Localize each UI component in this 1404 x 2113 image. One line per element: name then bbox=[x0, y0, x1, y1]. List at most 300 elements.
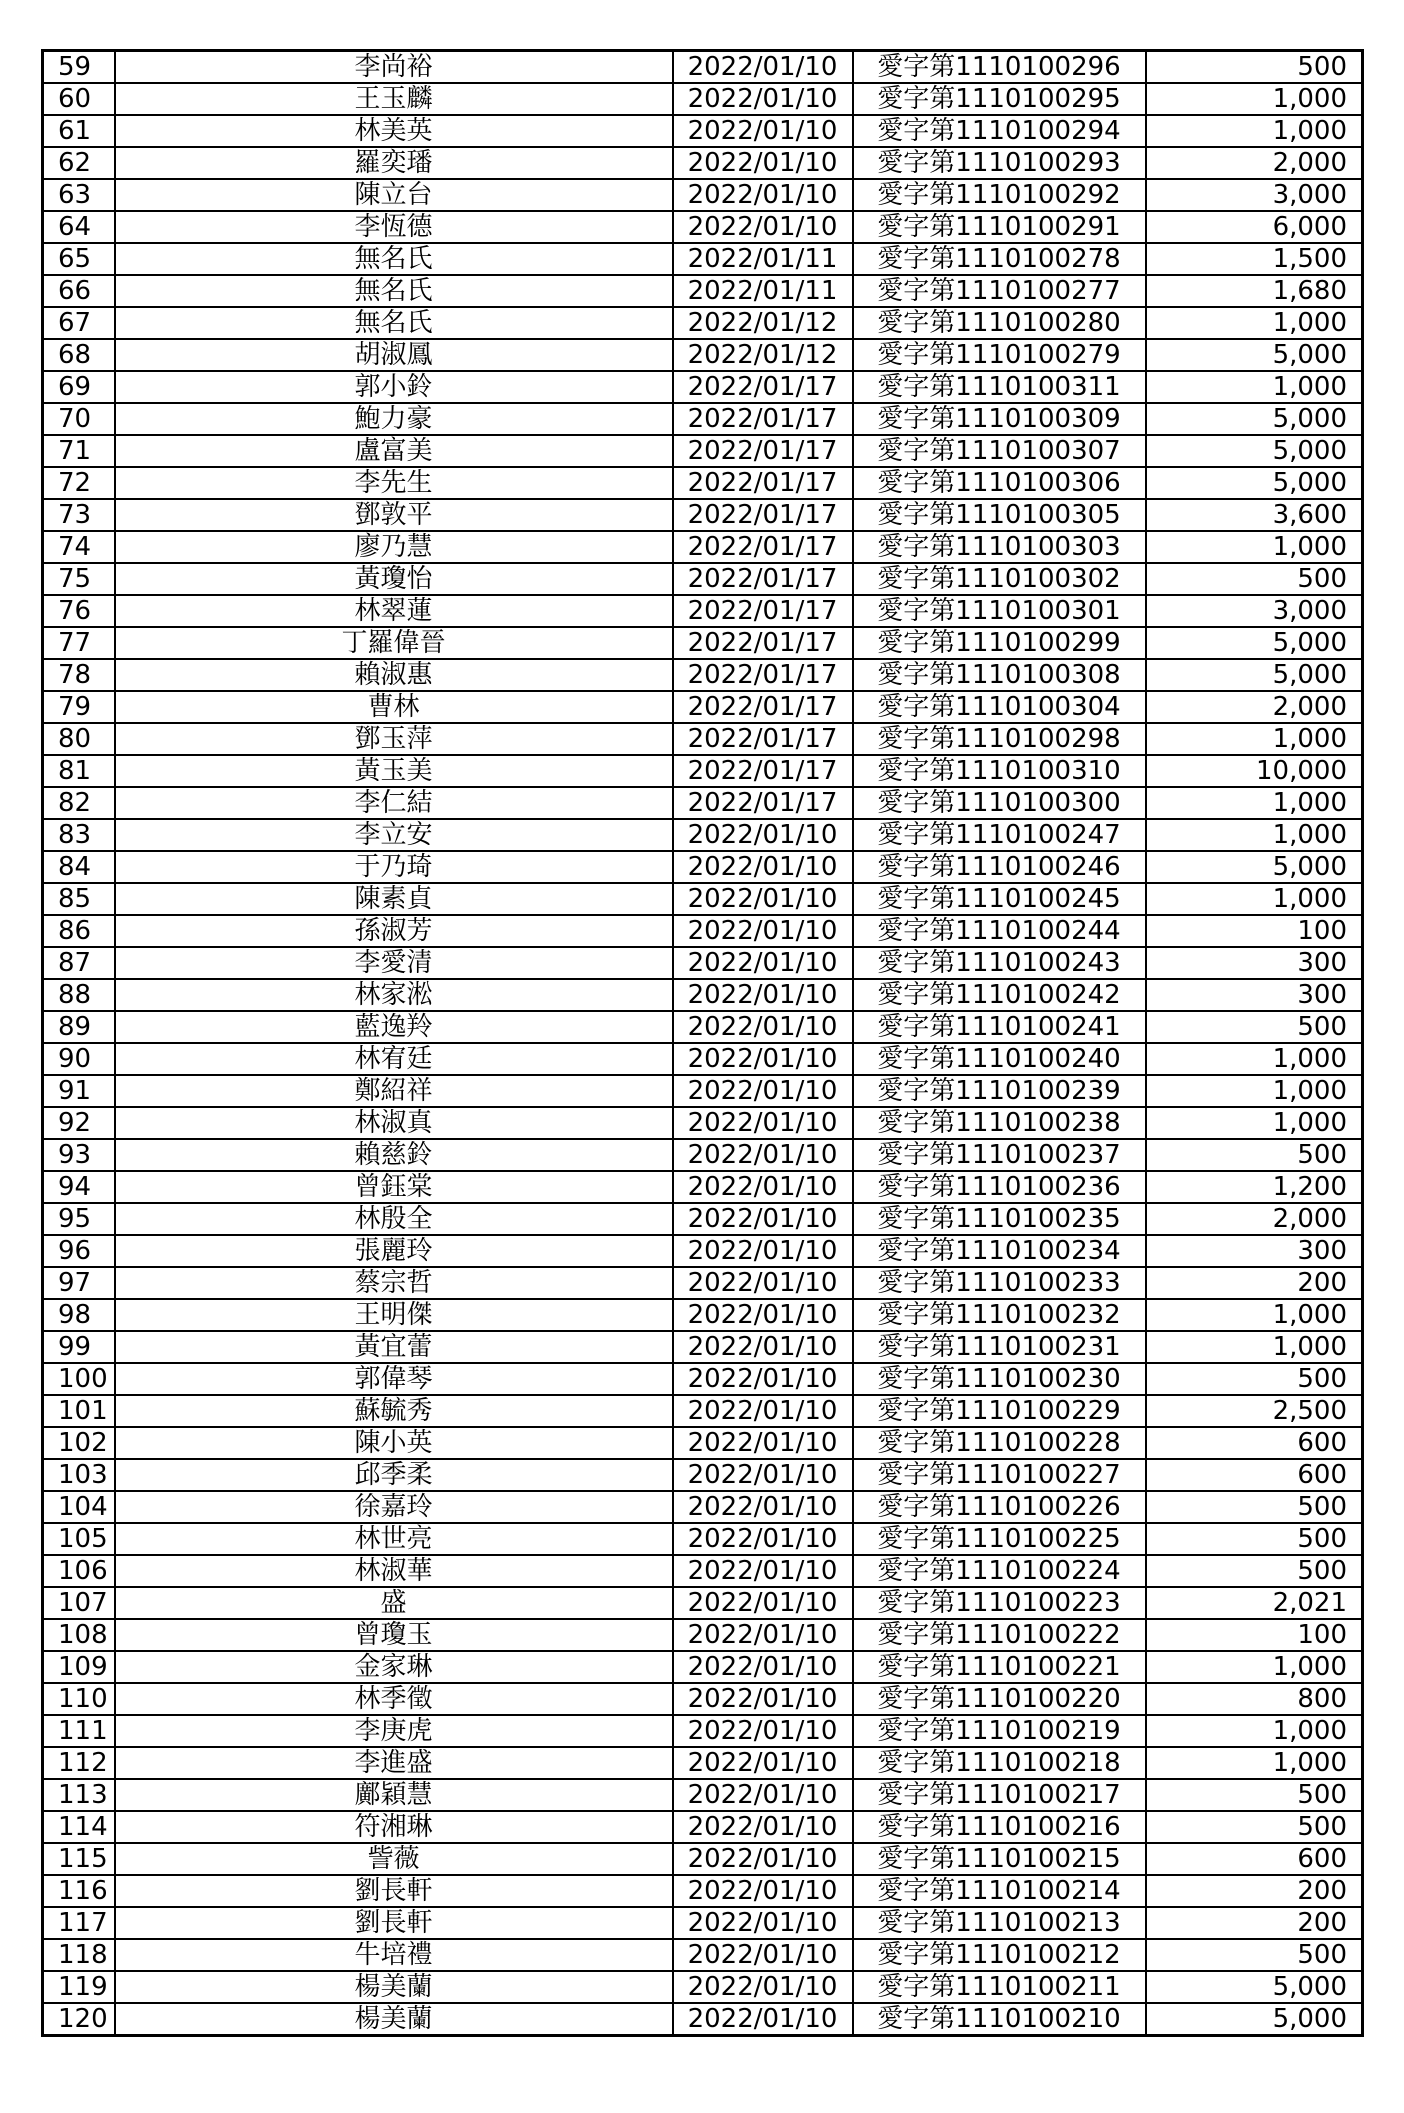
receipt-number-cell: 愛字第1110100245 bbox=[853, 883, 1146, 915]
table-row bbox=[43, 627, 1363, 659]
row-number-cell: 84 bbox=[43, 851, 115, 883]
row-number-cell: 112 bbox=[43, 1747, 115, 1779]
table-row bbox=[43, 691, 1363, 723]
donor-name-cell: 賴慈鈴 bbox=[115, 1139, 673, 1171]
donation-date-cell: 2022/01/10 bbox=[673, 1875, 853, 1907]
receipt-number-cell: 愛字第1110100217 bbox=[853, 1779, 1146, 1811]
donation-date-cell: 2022/01/10 bbox=[673, 83, 853, 115]
row-number-cell: 65 bbox=[43, 243, 115, 275]
amount-cell: 2,000 bbox=[1146, 1203, 1363, 1235]
row-number-cell: 73 bbox=[43, 499, 115, 531]
row-number-cell: 72 bbox=[43, 467, 115, 499]
donation-date-cell: 2022/01/10 bbox=[673, 819, 853, 851]
donor-name-cell: 林翠蓮 bbox=[115, 595, 673, 627]
table-row bbox=[43, 659, 1363, 691]
receipt-number-cell: 愛字第1110100218 bbox=[853, 1747, 1146, 1779]
row-number-cell: 113 bbox=[43, 1779, 115, 1811]
receipt-number-cell: 愛字第1110100277 bbox=[853, 275, 1146, 307]
row-number-cell: 77 bbox=[43, 627, 115, 659]
donor-name-cell: 廖乃慧 bbox=[115, 531, 673, 563]
donor-name-cell: 林宥廷 bbox=[115, 1043, 673, 1075]
table-row bbox=[43, 179, 1363, 211]
donation-date-cell: 2022/01/17 bbox=[673, 755, 853, 787]
row-number-cell: 59 bbox=[43, 51, 115, 84]
receipt-number-cell: 愛字第1110100240 bbox=[853, 1043, 1146, 1075]
donation-date-cell: 2022/01/10 bbox=[673, 1459, 853, 1491]
table-row bbox=[43, 83, 1363, 115]
amount-cell: 1,000 bbox=[1146, 883, 1363, 915]
receipt-number-cell: 愛字第1110100215 bbox=[853, 1843, 1146, 1875]
amount-cell: 100 bbox=[1146, 915, 1363, 947]
donor-name-cell: 盧富美 bbox=[115, 435, 673, 467]
amount-cell: 600 bbox=[1146, 1459, 1363, 1491]
receipt-number-cell: 愛字第1110100210 bbox=[853, 2003, 1146, 2036]
amount-cell: 6,000 bbox=[1146, 211, 1363, 243]
donation-date-cell: 2022/01/11 bbox=[673, 243, 853, 275]
donor-name-cell: 李尚裕 bbox=[115, 51, 673, 84]
donation-date-cell: 2022/01/10 bbox=[673, 1299, 853, 1331]
donation-date-cell: 2022/01/10 bbox=[673, 1811, 853, 1843]
amount-cell: 800 bbox=[1146, 1683, 1363, 1715]
table-row bbox=[43, 1779, 1363, 1811]
donation-date-cell: 2022/01/10 bbox=[673, 979, 853, 1011]
donation-date-cell: 2022/01/11 bbox=[673, 275, 853, 307]
donation-date-cell: 2022/01/10 bbox=[673, 51, 853, 84]
table-row bbox=[43, 211, 1363, 243]
table-row bbox=[43, 1427, 1363, 1459]
donor-name-cell: 王玉麟 bbox=[115, 83, 673, 115]
row-number-cell: 88 bbox=[43, 979, 115, 1011]
receipt-number-cell: 愛字第1110100220 bbox=[853, 1683, 1146, 1715]
row-number-cell: 80 bbox=[43, 723, 115, 755]
receipt-number-cell: 愛字第1110100295 bbox=[853, 83, 1146, 115]
receipt-number-cell: 愛字第1110100214 bbox=[853, 1875, 1146, 1907]
receipt-number-cell: 愛字第1110100227 bbox=[853, 1459, 1146, 1491]
table-row bbox=[43, 755, 1363, 787]
table-row bbox=[43, 1299, 1363, 1331]
receipt-number-cell: 愛字第1110100237 bbox=[853, 1139, 1146, 1171]
receipt-number-cell: 愛字第1110100211 bbox=[853, 1971, 1146, 2003]
ledger-body bbox=[43, 51, 1363, 2036]
table-row bbox=[43, 915, 1363, 947]
table-row bbox=[43, 1651, 1363, 1683]
receipt-number-cell: 愛字第1110100221 bbox=[853, 1651, 1146, 1683]
amount-cell: 2,500 bbox=[1146, 1395, 1363, 1427]
donation-date-cell: 2022/01/10 bbox=[673, 1715, 853, 1747]
receipt-number-cell: 愛字第1110100233 bbox=[853, 1267, 1146, 1299]
row-number-cell: 82 bbox=[43, 787, 115, 819]
donation-date-cell: 2022/01/10 bbox=[673, 1587, 853, 1619]
donation-date-cell: 2022/01/17 bbox=[673, 723, 853, 755]
amount-cell: 300 bbox=[1146, 979, 1363, 1011]
row-number-cell: 100 bbox=[43, 1363, 115, 1395]
row-number-cell: 61 bbox=[43, 115, 115, 147]
row-number-cell: 117 bbox=[43, 1907, 115, 1939]
table-row bbox=[43, 499, 1363, 531]
table-row bbox=[43, 723, 1363, 755]
receipt-number-cell: 愛字第1110100224 bbox=[853, 1555, 1146, 1587]
amount-cell: 2,000 bbox=[1146, 147, 1363, 179]
donation-date-cell: 2022/01/10 bbox=[673, 883, 853, 915]
donor-name-cell: 曾鈺棠 bbox=[115, 1171, 673, 1203]
row-number-cell: 79 bbox=[43, 691, 115, 723]
table-row bbox=[43, 851, 1363, 883]
amount-cell: 500 bbox=[1146, 1363, 1363, 1395]
donor-name-cell: 李仁結 bbox=[115, 787, 673, 819]
amount-cell: 1,680 bbox=[1146, 275, 1363, 307]
donation-date-cell: 2022/01/10 bbox=[673, 1267, 853, 1299]
donation-date-cell: 2022/01/10 bbox=[673, 1235, 853, 1267]
donor-name-cell: 李先生 bbox=[115, 467, 673, 499]
row-number-cell: 74 bbox=[43, 531, 115, 563]
amount-cell: 100 bbox=[1146, 1619, 1363, 1651]
amount-cell: 3,000 bbox=[1146, 595, 1363, 627]
donor-name-cell: 符湘琳 bbox=[115, 1811, 673, 1843]
table-row bbox=[43, 1011, 1363, 1043]
table-row bbox=[43, 403, 1363, 435]
donor-name-cell: 劉長軒 bbox=[115, 1875, 673, 1907]
amount-cell: 1,000 bbox=[1146, 1299, 1363, 1331]
donor-name-cell: 徐嘉玲 bbox=[115, 1491, 673, 1523]
amount-cell: 5,000 bbox=[1146, 467, 1363, 499]
table-row bbox=[43, 1043, 1363, 1075]
donation-date-cell: 2022/01/10 bbox=[673, 1619, 853, 1651]
table-row bbox=[43, 1843, 1363, 1875]
donor-name-cell: 蔡宗哲 bbox=[115, 1267, 673, 1299]
donation-ledger-table bbox=[41, 49, 1364, 2037]
donor-name-cell: 郭偉琴 bbox=[115, 1363, 673, 1395]
receipt-number-cell: 愛字第1110100300 bbox=[853, 787, 1146, 819]
donor-name-cell: 于乃琦 bbox=[115, 851, 673, 883]
table-row bbox=[43, 1491, 1363, 1523]
amount-cell: 5,000 bbox=[1146, 1971, 1363, 2003]
amount-cell: 5,000 bbox=[1146, 659, 1363, 691]
donor-name-cell: 鄺穎慧 bbox=[115, 1779, 673, 1811]
row-number-cell: 105 bbox=[43, 1523, 115, 1555]
row-number-cell: 118 bbox=[43, 1939, 115, 1971]
donation-date-cell: 2022/01/10 bbox=[673, 1779, 853, 1811]
table-row bbox=[43, 1875, 1363, 1907]
amount-cell: 10,000 bbox=[1146, 755, 1363, 787]
donation-date-cell: 2022/01/10 bbox=[673, 1043, 853, 1075]
amount-cell: 500 bbox=[1146, 1491, 1363, 1523]
donor-name-cell: 林世亮 bbox=[115, 1523, 673, 1555]
table-row bbox=[43, 1203, 1363, 1235]
donation-date-cell: 2022/01/10 bbox=[673, 1363, 853, 1395]
table-row bbox=[43, 371, 1363, 403]
donor-name-cell: 無名氏 bbox=[115, 275, 673, 307]
row-number-cell: 104 bbox=[43, 1491, 115, 1523]
amount-cell: 5,000 bbox=[1146, 339, 1363, 371]
table-row bbox=[43, 307, 1363, 339]
row-number-cell: 107 bbox=[43, 1587, 115, 1619]
table-row bbox=[43, 435, 1363, 467]
donation-date-cell: 2022/01/10 bbox=[673, 1939, 853, 1971]
row-number-cell: 109 bbox=[43, 1651, 115, 1683]
receipt-number-cell: 愛字第1110100225 bbox=[853, 1523, 1146, 1555]
table-row bbox=[43, 1107, 1363, 1139]
table-row bbox=[43, 1939, 1363, 1971]
amount-cell: 200 bbox=[1146, 1875, 1363, 1907]
table-row bbox=[43, 147, 1363, 179]
row-number-cell: 76 bbox=[43, 595, 115, 627]
row-number-cell: 92 bbox=[43, 1107, 115, 1139]
table-row bbox=[43, 787, 1363, 819]
table-row bbox=[43, 1395, 1363, 1427]
receipt-number-cell: 愛字第1110100229 bbox=[853, 1395, 1146, 1427]
donor-name-cell: 林殷全 bbox=[115, 1203, 673, 1235]
table-row bbox=[43, 275, 1363, 307]
donor-name-cell: 楊美蘭 bbox=[115, 2003, 673, 2036]
amount-cell: 1,000 bbox=[1146, 1651, 1363, 1683]
amount-cell: 1,500 bbox=[1146, 243, 1363, 275]
receipt-number-cell: 愛字第1110100299 bbox=[853, 627, 1146, 659]
donation-date-cell: 2022/01/10 bbox=[673, 1971, 853, 2003]
table-row bbox=[43, 947, 1363, 979]
row-number-cell: 114 bbox=[43, 1811, 115, 1843]
receipt-number-cell: 愛字第1110100216 bbox=[853, 1811, 1146, 1843]
donor-name-cell: 曾瓊玉 bbox=[115, 1619, 673, 1651]
donor-name-cell: 林淑真 bbox=[115, 1107, 673, 1139]
table-row bbox=[43, 1459, 1363, 1491]
table-row bbox=[43, 1139, 1363, 1171]
table-row bbox=[43, 1235, 1363, 1267]
donation-date-cell: 2022/01/17 bbox=[673, 659, 853, 691]
donation-date-cell: 2022/01/10 bbox=[673, 1747, 853, 1779]
amount-cell: 600 bbox=[1146, 1843, 1363, 1875]
amount-cell: 1,000 bbox=[1146, 723, 1363, 755]
donation-date-cell: 2022/01/10 bbox=[673, 211, 853, 243]
donor-name-cell: 羅奕璠 bbox=[115, 147, 673, 179]
donation-date-cell: 2022/01/17 bbox=[673, 691, 853, 723]
table-row bbox=[43, 531, 1363, 563]
amount-cell: 500 bbox=[1146, 1811, 1363, 1843]
donor-name-cell: 蘇毓秀 bbox=[115, 1395, 673, 1427]
amount-cell: 3,600 bbox=[1146, 499, 1363, 531]
donor-name-cell: 賴淑惠 bbox=[115, 659, 673, 691]
donor-name-cell: 李恆德 bbox=[115, 211, 673, 243]
table-row bbox=[43, 819, 1363, 851]
receipt-number-cell: 愛字第1110100280 bbox=[853, 307, 1146, 339]
receipt-number-cell: 愛字第1110100239 bbox=[853, 1075, 1146, 1107]
receipt-number-cell: 愛字第1110100213 bbox=[853, 1907, 1146, 1939]
row-number-cell: 60 bbox=[43, 83, 115, 115]
amount-cell: 600 bbox=[1146, 1427, 1363, 1459]
amount-cell: 300 bbox=[1146, 1235, 1363, 1267]
table-row bbox=[43, 51, 1363, 84]
amount-cell: 500 bbox=[1146, 1523, 1363, 1555]
receipt-number-cell: 愛字第1110100226 bbox=[853, 1491, 1146, 1523]
donation-date-cell: 2022/01/10 bbox=[673, 1203, 853, 1235]
receipt-number-cell: 愛字第1110100212 bbox=[853, 1939, 1146, 1971]
amount-cell: 200 bbox=[1146, 1907, 1363, 1939]
row-number-cell: 120 bbox=[43, 2003, 115, 2036]
donor-name-cell: 黃瓊怡 bbox=[115, 563, 673, 595]
donation-date-cell: 2022/01/10 bbox=[673, 947, 853, 979]
donation-date-cell: 2022/01/10 bbox=[673, 179, 853, 211]
donor-name-cell: 鮑力豪 bbox=[115, 403, 673, 435]
donation-date-cell: 2022/01/10 bbox=[673, 1843, 853, 1875]
row-number-cell: 67 bbox=[43, 307, 115, 339]
receipt-number-cell: 愛字第1110100302 bbox=[853, 563, 1146, 595]
row-number-cell: 66 bbox=[43, 275, 115, 307]
donation-date-cell: 2022/01/10 bbox=[673, 147, 853, 179]
receipt-number-cell: 愛字第1110100293 bbox=[853, 147, 1146, 179]
donor-name-cell: 邱季柔 bbox=[115, 1459, 673, 1491]
row-number-cell: 99 bbox=[43, 1331, 115, 1363]
donation-date-cell: 2022/01/17 bbox=[673, 435, 853, 467]
amount-cell: 1,000 bbox=[1146, 787, 1363, 819]
donor-name-cell: 鄭紹祥 bbox=[115, 1075, 673, 1107]
donor-name-cell: 陳小英 bbox=[115, 1427, 673, 1459]
amount-cell: 5,000 bbox=[1146, 2003, 1363, 2036]
row-number-cell: 85 bbox=[43, 883, 115, 915]
donation-date-cell: 2022/01/12 bbox=[673, 307, 853, 339]
table-row bbox=[43, 1523, 1363, 1555]
row-number-cell: 101 bbox=[43, 1395, 115, 1427]
receipt-number-cell: 愛字第1110100309 bbox=[853, 403, 1146, 435]
table-row bbox=[43, 1331, 1363, 1363]
row-number-cell: 119 bbox=[43, 1971, 115, 2003]
amount-cell: 500 bbox=[1146, 1139, 1363, 1171]
table-row bbox=[43, 563, 1363, 595]
donor-name-cell: 林家淞 bbox=[115, 979, 673, 1011]
donor-name-cell: 林淑華 bbox=[115, 1555, 673, 1587]
donation-date-cell: 2022/01/10 bbox=[673, 851, 853, 883]
donor-name-cell: 訾薇 bbox=[115, 1843, 673, 1875]
row-number-cell: 106 bbox=[43, 1555, 115, 1587]
amount-cell: 2,021 bbox=[1146, 1587, 1363, 1619]
row-number-cell: 93 bbox=[43, 1139, 115, 1171]
donation-date-cell: 2022/01/10 bbox=[673, 1683, 853, 1715]
receipt-number-cell: 愛字第1110100228 bbox=[853, 1427, 1146, 1459]
donation-date-cell: 2022/01/10 bbox=[673, 1555, 853, 1587]
receipt-number-cell: 愛字第1110100303 bbox=[853, 531, 1146, 563]
receipt-number-cell: 愛字第1110100292 bbox=[853, 179, 1146, 211]
receipt-number-cell: 愛字第1110100236 bbox=[853, 1171, 1146, 1203]
donor-name-cell: 鄧玉萍 bbox=[115, 723, 673, 755]
amount-cell: 1,000 bbox=[1146, 531, 1363, 563]
table-row bbox=[43, 115, 1363, 147]
row-number-cell: 87 bbox=[43, 947, 115, 979]
row-number-cell: 70 bbox=[43, 403, 115, 435]
amount-cell: 300 bbox=[1146, 947, 1363, 979]
table-row bbox=[43, 1171, 1363, 1203]
amount-cell: 3,000 bbox=[1146, 179, 1363, 211]
table-row bbox=[43, 1715, 1363, 1747]
receipt-number-cell: 愛字第1110100234 bbox=[853, 1235, 1146, 1267]
row-number-cell: 97 bbox=[43, 1267, 115, 1299]
receipt-number-cell: 愛字第1110100230 bbox=[853, 1363, 1146, 1395]
amount-cell: 500 bbox=[1146, 1939, 1363, 1971]
donation-date-cell: 2022/01/17 bbox=[673, 627, 853, 659]
amount-cell: 500 bbox=[1146, 51, 1363, 84]
table-row bbox=[43, 2003, 1363, 2036]
amount-cell: 1,000 bbox=[1146, 307, 1363, 339]
donor-name-cell: 楊美蘭 bbox=[115, 1971, 673, 2003]
donor-name-cell: 張麗玲 bbox=[115, 1235, 673, 1267]
table-row bbox=[43, 979, 1363, 1011]
amount-cell: 1,000 bbox=[1146, 83, 1363, 115]
table-row bbox=[43, 1971, 1363, 2003]
row-number-cell: 68 bbox=[43, 339, 115, 371]
table-row bbox=[43, 1555, 1363, 1587]
donor-name-cell: 牛培禮 bbox=[115, 1939, 673, 1971]
table-row bbox=[43, 243, 1363, 275]
table-row bbox=[43, 1747, 1363, 1779]
donation-date-cell: 2022/01/17 bbox=[673, 563, 853, 595]
row-number-cell: 115 bbox=[43, 1843, 115, 1875]
donation-date-cell: 2022/01/10 bbox=[673, 1523, 853, 1555]
donation-date-cell: 2022/01/17 bbox=[673, 499, 853, 531]
donation-date-cell: 2022/01/12 bbox=[673, 339, 853, 371]
donation-date-cell: 2022/01/17 bbox=[673, 371, 853, 403]
amount-cell: 1,000 bbox=[1146, 1075, 1363, 1107]
row-number-cell: 102 bbox=[43, 1427, 115, 1459]
donation-date-cell: 2022/01/10 bbox=[673, 1139, 853, 1171]
receipt-number-cell: 愛字第1110100241 bbox=[853, 1011, 1146, 1043]
receipt-number-cell: 愛字第1110100298 bbox=[853, 723, 1146, 755]
donor-name-cell: 盛 bbox=[115, 1587, 673, 1619]
row-number-cell: 96 bbox=[43, 1235, 115, 1267]
table-row bbox=[43, 1619, 1363, 1651]
donor-name-cell: 郭小鈴 bbox=[115, 371, 673, 403]
receipt-number-cell: 愛字第1110100235 bbox=[853, 1203, 1146, 1235]
donor-name-cell: 黃玉美 bbox=[115, 755, 673, 787]
donation-date-cell: 2022/01/10 bbox=[673, 1907, 853, 1939]
receipt-number-cell: 愛字第1110100294 bbox=[853, 115, 1146, 147]
donor-name-cell: 劉長軒 bbox=[115, 1907, 673, 1939]
donation-date-cell: 2022/01/17 bbox=[673, 467, 853, 499]
table-row bbox=[43, 1363, 1363, 1395]
receipt-number-cell: 愛字第1110100304 bbox=[853, 691, 1146, 723]
receipt-number-cell: 愛字第1110100243 bbox=[853, 947, 1146, 979]
donor-name-cell: 李立安 bbox=[115, 819, 673, 851]
donor-name-cell: 胡淑鳳 bbox=[115, 339, 673, 371]
donor-name-cell: 無名氏 bbox=[115, 307, 673, 339]
table-row bbox=[43, 1075, 1363, 1107]
receipt-number-cell: 愛字第1110100301 bbox=[853, 595, 1146, 627]
donor-name-cell: 孫淑芳 bbox=[115, 915, 673, 947]
donor-name-cell: 丁羅偉晉 bbox=[115, 627, 673, 659]
receipt-number-cell: 愛字第1110100219 bbox=[853, 1715, 1146, 1747]
donor-name-cell: 無名氏 bbox=[115, 243, 673, 275]
row-number-cell: 111 bbox=[43, 1715, 115, 1747]
amount-cell: 5,000 bbox=[1146, 403, 1363, 435]
receipt-number-cell: 愛字第1110100238 bbox=[853, 1107, 1146, 1139]
receipt-number-cell: 愛字第1110100308 bbox=[853, 659, 1146, 691]
amount-cell: 5,000 bbox=[1146, 627, 1363, 659]
amount-cell: 200 bbox=[1146, 1267, 1363, 1299]
donation-date-cell: 2022/01/10 bbox=[673, 1395, 853, 1427]
receipt-number-cell: 愛字第1110100307 bbox=[853, 435, 1146, 467]
receipt-number-cell: 愛字第1110100279 bbox=[853, 339, 1146, 371]
donation-date-cell: 2022/01/10 bbox=[673, 1107, 853, 1139]
row-number-cell: 78 bbox=[43, 659, 115, 691]
receipt-number-cell: 愛字第1110100222 bbox=[853, 1619, 1146, 1651]
row-number-cell: 81 bbox=[43, 755, 115, 787]
receipt-number-cell: 愛字第1110100306 bbox=[853, 467, 1146, 499]
receipt-number-cell: 愛字第1110100291 bbox=[853, 211, 1146, 243]
receipt-number-cell: 愛字第1110100310 bbox=[853, 755, 1146, 787]
row-number-cell: 91 bbox=[43, 1075, 115, 1107]
row-number-cell: 69 bbox=[43, 371, 115, 403]
receipt-number-cell: 愛字第1110100232 bbox=[853, 1299, 1146, 1331]
donation-date-cell: 2022/01/10 bbox=[673, 115, 853, 147]
donor-name-cell: 王明傑 bbox=[115, 1299, 673, 1331]
row-number-cell: 63 bbox=[43, 179, 115, 211]
row-number-cell: 89 bbox=[43, 1011, 115, 1043]
